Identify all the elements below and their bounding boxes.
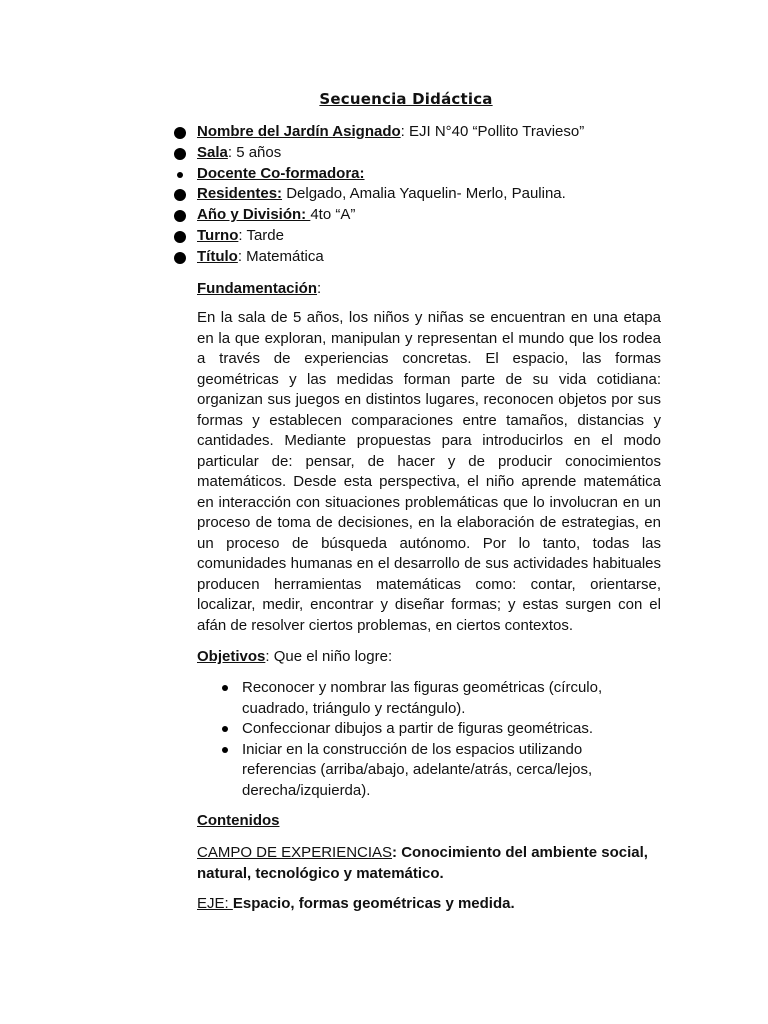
campo-label: CAMPO DE EXPERIENCIAS bbox=[197, 844, 393, 861]
info-label: Año y División: bbox=[197, 206, 311, 224]
campo-text: : Conocimiento del ambiente social, natural, tecnológico y matemático. bbox=[197, 844, 648, 882]
bullet-icon bbox=[174, 210, 186, 222]
bullet-icon bbox=[174, 252, 186, 264]
bullet-icon bbox=[222, 726, 228, 732]
objetivo-item: Confeccionar dibujos a partir de figuras geométricas. bbox=[220, 719, 640, 740]
info-item-anio-division bbox=[172, 205, 732, 226]
eje-text: Espacio, formas geométricas y medida. bbox=[232, 895, 515, 912]
eje-line bbox=[197, 894, 515, 914]
info-value: 5 años bbox=[232, 143, 282, 161]
info-item-turno: Turno: Tarde bbox=[172, 226, 732, 247]
bullet-icon bbox=[174, 231, 186, 243]
bullet-icon bbox=[174, 127, 186, 139]
bullet-icon bbox=[174, 189, 186, 201]
document-title: Secuencia Didáctica bbox=[319, 90, 493, 108]
info-value: Delgado, Amalia Yaquelin- Merlo, Paulina. bbox=[282, 185, 566, 203]
eje-label: EJE: bbox=[197, 895, 233, 912]
bullet-icon bbox=[222, 685, 228, 691]
fundamentacion-paragraph: En la sala de 5 años, los niños y niñas se encuentran en una etapa en la que exploran, manipulan y representan el mundo que los rodea a través de experiencias concretas. El espacio, las formas geométricas y las medidas forman parte de su vida cotidiana: organizan sus juegos en distintos lugares, reconocen objetos por sus formas y establecen comparaciones entre tamaños, distancias y cantidades. Mediante propuestas para introducirlos en el modo particular de: pensar, de hacer y de producir conocimientos matemáticos. Desde esta perspectiva, el niño aprende matemática en interacción con situaciones problemáticas que lo involucran en un proceso de toma de decisiones, en la elaboración de estrategias, en un proceso de búsqueda autónomo. Por lo tanto, todas las comunidades humanas en el desarrollo de sus actividades habituales producen herramientas matemáticas como: contar, orientarse, localizar, medir, encontrar y diseñar formas; y estas surgen con el afán de resolver ciertos problemas, en ciertos contextos. bbox=[197, 309, 661, 634]
info-value: Matemática bbox=[242, 247, 324, 265]
bullet-icon bbox=[174, 148, 186, 160]
info-item-docente bbox=[172, 164, 732, 185]
info-item-jardin: Nombre del Jardín Asignado: EJI N°40 “Pollito Travieso” bbox=[172, 122, 732, 143]
info-label: Título bbox=[197, 247, 238, 265]
objetivo-item: Reconocer y nombrar las figuras geométricas (círculo, cuadrado, triángulo y rectángulo). bbox=[220, 678, 640, 719]
objetivos-list bbox=[220, 678, 640, 801]
bullet-icon bbox=[177, 172, 183, 178]
info-list bbox=[172, 122, 732, 268]
info-value: EJI N°40 “Pollito Travieso” bbox=[404, 123, 585, 140]
bullet-icon bbox=[222, 747, 228, 753]
info-value: 4to “A” bbox=[310, 206, 356, 224]
contenidos-heading: Contenidos bbox=[197, 812, 280, 829]
info-label: Sala bbox=[197, 143, 228, 161]
info-item-residentes bbox=[172, 184, 732, 205]
info-label: Nombre del Jardín Asignado bbox=[197, 123, 401, 140]
objetivos-heading: Objetivos: Que el niño logre: bbox=[197, 648, 393, 665]
objetivo-item: Iniciar en la construcción de los espacios utilizando referencias (arriba/abajo, adelante/atrás, cerca/lejos, derecha/izquierda). bbox=[220, 740, 640, 802]
info-label: Docente Co-formadora: bbox=[197, 164, 365, 182]
info-value: Tarde bbox=[242, 226, 284, 244]
info-item-titulo: Título: Matemática bbox=[172, 247, 732, 268]
info-label: Residentes: bbox=[197, 185, 283, 203]
info-item-sala: Sala: 5 años bbox=[172, 143, 732, 164]
info-label: Turno bbox=[197, 226, 239, 244]
fundamentacion-heading: Fundamentación: bbox=[197, 280, 322, 297]
campo-experiencias bbox=[197, 842, 667, 884]
